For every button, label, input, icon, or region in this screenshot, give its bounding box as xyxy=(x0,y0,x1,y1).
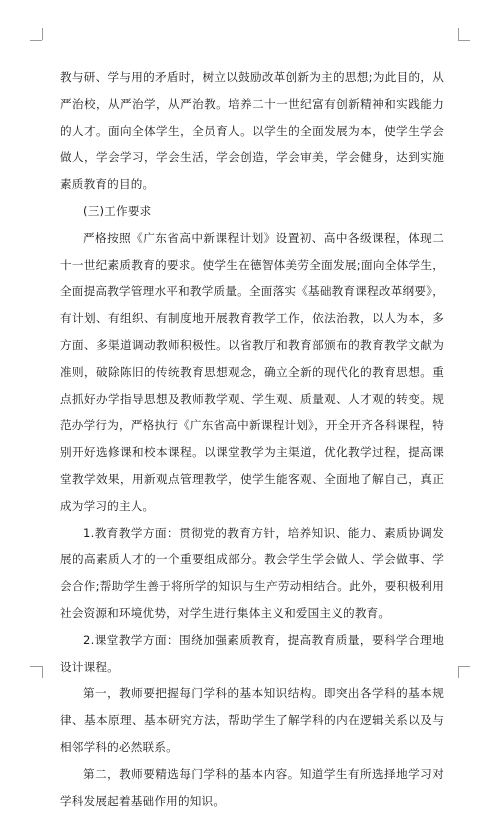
crop-mark-bottom-left-horizontal xyxy=(30,666,42,667)
crop-mark-bottom-right-vertical xyxy=(458,666,459,678)
paragraph-second-point: 第二，教师要精选每门学科的基本内容。知道学生有所选择地学习对学科发展起着基础作用的知识。 xyxy=(60,766,444,808)
crop-mark-top-left-vertical xyxy=(42,28,43,40)
paragraph-intro-continued: 教与研、学与用的矛盾时，树立以鼓励改革创新为主的思想;为此目的，从严治校，从严治学，从严治教。培养二十一世纪富有创新精神和实践能力的人才。面向全体学生，全员育人。以学生的全面发展为本，使学生学会做人，学会学习，学会生活，学会创造，学会审美，学会健身，达到实施素质教育的目的。 xyxy=(60,70,444,192)
crop-mark-top-left-horizontal xyxy=(30,40,42,41)
document-body xyxy=(60,64,444,814)
crop-mark-top-right-horizontal xyxy=(458,40,470,41)
crop-mark-bottom-right-horizontal xyxy=(458,666,470,667)
crop-mark-top-right-vertical xyxy=(458,28,459,40)
paragraph-first-point: 第一，教师要把握每门学科的基本知识结构。即突出各学科的基本规律、基本原理、基本研究方法，帮助学生了解学科的内在逻辑关系以及与相邻学科的必然联系。 xyxy=(60,686,444,754)
section-heading-work-requirements: (三)工作要求 xyxy=(83,203,152,218)
paragraph-teaching-education: 1.教育教学方面：贯彻党的教育方针，培养知识、能力、素质协调发展的高素质人才的一个重要组成部分。教会学生学会做人、学会做事、学会合作;帮助学生善于将所学的知识与生产劳动相结合。此外，要积极利用社会资源和环境优势，对学生进行集体主义和爱国主义的教育。 xyxy=(60,525,444,620)
crop-mark-bottom-left-vertical xyxy=(42,666,43,678)
paragraph-classroom-teaching: 2.课堂教学方面：围绕加强素质教育，提高教育质量，要科学合理地设计课程。 xyxy=(60,632,444,674)
paragraph-work-requirements: 严格按照《广东省高中新课程计划》设置初、高中各级课程，体现二十一世纪素质教育的要求。使学生在德智体美劳全面发展;面向全体学生，全面提高教学管理水平和教学质量。全面落实《基础教育课程改革纲要》，有计划、有组织、有制度地开展教育教学工作，依法治教，以人为本，多方面、多渠道调动教师积极性。以省教厅和教育部颁布的教育教学文献为准则，破除陈旧的传统教育思想观念，确立全新的现代化的教育思想。重点抓好办学指导思想及教师教学观、学生观、质量观、人才观的转变。规范办学行为，严格执行《广东省高中新课程计划》，开全开齐各科课程，特别开好选修课和校本课程。以课堂教学为主渠道，优化教学过程，提高课堂教学效果，用新观点管理教学，使学生能客观、全面地了解自己，真正成为学习的主人。 xyxy=(60,230,444,513)
